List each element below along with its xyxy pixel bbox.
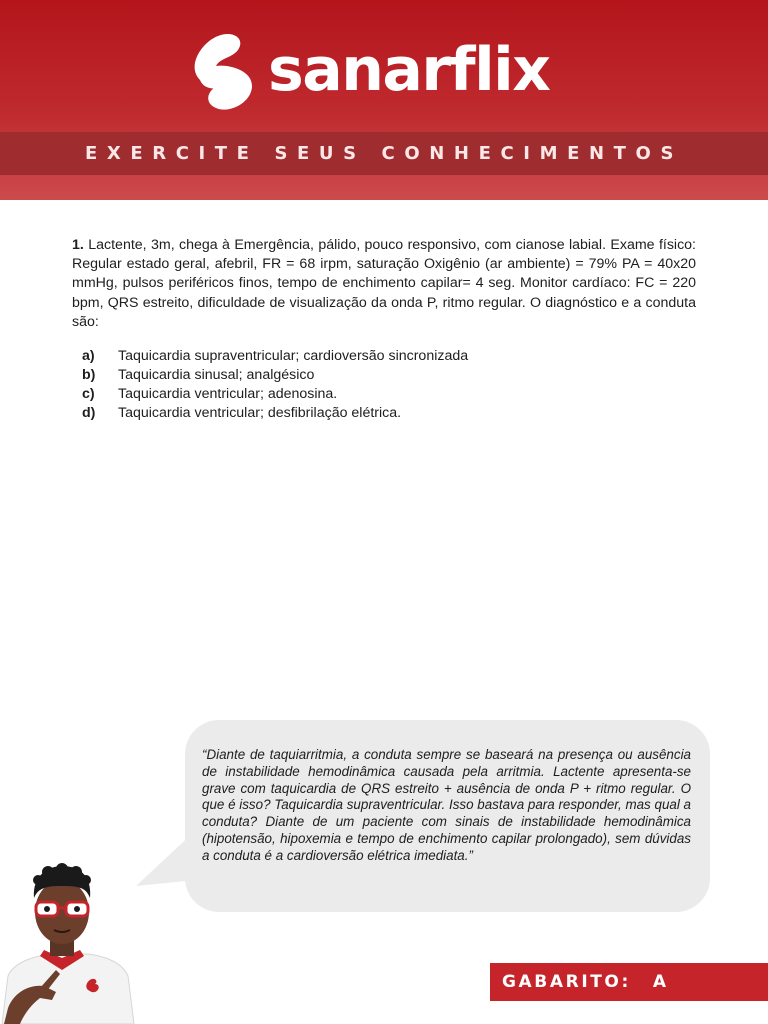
question-statement [72,236,696,332]
option-text: Taquicardia ventricular; adenosina. [118,386,338,402]
question-number: 1. [72,237,84,253]
answer-key-label: GABARITO: [502,972,631,992]
option-c [82,385,682,404]
option-text: Taquicardia ventricular; desfibrilação elétrica. [118,405,402,421]
answer-options [82,347,682,423]
option-d [82,404,682,423]
question-text: Lactente, 3m, chega à Emergência, pálido, pouco responsivo, com cianose labial. Exame físico: Regular estado geral, afebril, FR = 68 irpm, saturação Oxigênio (ar ambiente) = 79% PA = 40x20 mmHg, pulsos periféricos finos, tempo de enchimento capilar= 4 seg. Monitor cardíaco: FC = 220 bpm, QRS estreito, dificuldade de visualização da onda P, ritmo regular. O diagnóstico e a conduta são: [72,237,696,330]
answer-key-badge [490,963,768,1001]
option-letter: b) [82,367,96,383]
option-letter: a) [82,348,95,364]
option-text: Taquicardia sinusal; analgésico [118,367,315,383]
brand-name: sanarflix [268,35,550,105]
option-a [82,347,682,366]
option-b [82,366,682,385]
option-text: Taquicardia supraventricular; cardioversão sincronizada [118,348,469,364]
mascot-character-icon [0,858,140,1024]
header-tagline: EXERCITE SEUS CONHECIMENTOS [84,143,684,164]
option-letter: d) [82,405,96,421]
option-letter: c) [82,386,95,402]
page-header [0,0,768,200]
sanarflix-logo-icon [192,28,258,112]
explanation-text: “Diante de taquiarritmia, a conduta sempre se baseará na presença ou ausência de instabilidade hemodinâmica causada pela arritmia. Lactente apresenta-se grave com taquicardia de QRS estreito + ausência de onda P + ritmo regular. O que é isso? Taquicardia supraventricular. Isso bastava para responder, mas qual a conduta? Diante de um paciente com sinais de instabilidade hemodinâmica (hipotensão, hipoxemia e tempo de enchimento capilar prolongado), sem dúvidas a conduta é a cardioversão elétrica imediata.” [202,747,691,863]
answer-key-value: A [652,972,669,992]
header-band [0,132,768,175]
brand-logo [192,28,592,112]
